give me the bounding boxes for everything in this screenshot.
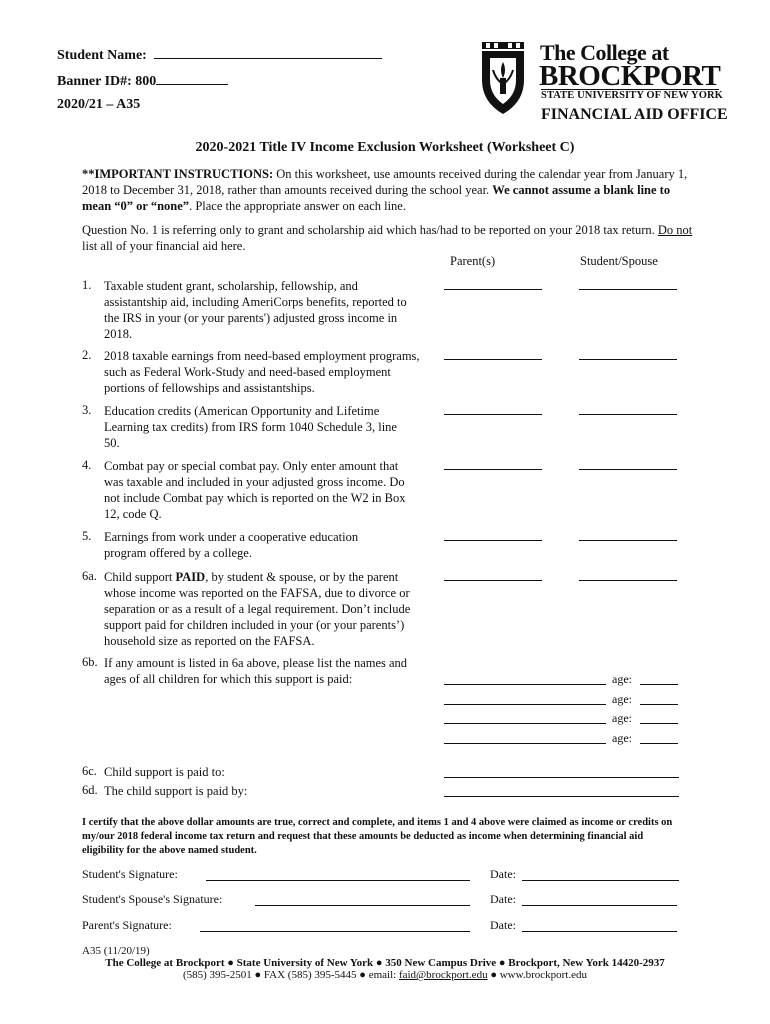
- child-age-input-3[interactable]: [640, 722, 678, 724]
- item-6a-text: [104, 569, 422, 649]
- item-5-text: Earnings from work under a cooperative education program offered by a college.: [104, 530, 359, 560]
- item-2-text: 2018 taxable earnings from need-based employment programs, such as Federal Work-Study and need-based employment portions of fellowships and assistantships.: [104, 349, 420, 395]
- item-3-number: 3.: [82, 403, 92, 417]
- item-2-parent-input[interactable]: [444, 358, 542, 360]
- item-6c-input[interactable]: [444, 776, 679, 778]
- student-date-label: Date:: [490, 867, 516, 881]
- footer-contact: [0, 969, 770, 981]
- child-age-input-4[interactable]: [640, 742, 678, 744]
- item-6c-text: Child support is paid to:: [104, 765, 225, 779]
- logo-line-3: STATE UNIVERSITY OF NEW YORK: [541, 90, 723, 101]
- age-label-2: age:: [612, 692, 632, 706]
- question-note-underlined: Do not: [657, 223, 693, 237]
- spouse-signature-input[interactable]: [255, 904, 470, 906]
- item-6a-pre: Child support: [104, 570, 176, 584]
- parent-date-label: Date:: [490, 918, 516, 932]
- item-1-text: Taxable student grant, scholarship, fellowship, and assistantship aid, including AmeriCorps benefits, reported to the IRS in your (or your parents') adjusted gross income in 2018.: [104, 279, 407, 341]
- logo-line-1: The College at: [540, 40, 669, 65]
- item-6d-text: The child support is paid by:: [104, 784, 248, 798]
- instructions-text-2: . Place the appropriate answer on each line.: [189, 199, 406, 213]
- child-age-input-1[interactable]: [640, 683, 678, 685]
- item-4-number: 4.: [82, 458, 92, 472]
- certification-text: I certify that the above dollar amounts are true, correct and complete, and items 1 and 4 above were claimed as income or credits on my/our 2018 federal income tax return and request that these amounts be deducted as income when determining financial aid eligibility for the above named student.: [82, 817, 673, 856]
- student-date-input[interactable]: [522, 879, 679, 881]
- age-label-4: age:: [612, 731, 632, 745]
- instructions-bold-mid: We cannot assume a blank line to mean “0” or “none”: [82, 183, 671, 213]
- item-3-student-input[interactable]: [579, 413, 677, 415]
- item-6b-text: If any amount is listed in 6a above, please list the names and ages of all children for which this support is paid:: [104, 656, 408, 686]
- item-2-student-input[interactable]: [579, 358, 677, 360]
- footer-address: The College at Brockport ● State University of New York ● 350 New Campus Drive ● Brockport, New York 14420-2937: [105, 957, 665, 969]
- instructions: [82, 166, 692, 214]
- brockport-seal-icon: [478, 40, 528, 120]
- age-label-1: age:: [612, 672, 632, 686]
- spouse-date-label: Date:: [490, 892, 516, 906]
- child-age-input-2[interactable]: [640, 703, 678, 705]
- student-signature-input[interactable]: [206, 879, 470, 881]
- column-header-student: Student/Spouse: [580, 254, 658, 268]
- item-6d-input[interactable]: [444, 795, 679, 797]
- age-label-3: age:: [612, 711, 632, 725]
- item-4-parent-input[interactable]: [444, 468, 542, 470]
- item-6a-parent-input[interactable]: [444, 579, 542, 581]
- item-1-student-input[interactable]: [579, 288, 677, 290]
- child-name-input-1[interactable]: [444, 683, 606, 685]
- child-name-input-2[interactable]: [444, 703, 606, 705]
- item-6a-post: , by student & spouse, or by the parent whose income was reported on the FAFSA, due to divorce or separation or as a result of a legal requirement. Don’t include support paid for children included in your (or your parents’) household size as reported on the FAFSA.: [104, 570, 411, 648]
- parent-signature-label: Parent's Signature:: [82, 918, 172, 932]
- banner-id-input[interactable]: [156, 72, 228, 85]
- item-4-student-input[interactable]: [579, 468, 677, 470]
- student-name-label: Student Name:: [57, 48, 147, 63]
- instructions-text-1: On this worksheet, use amounts received during the calendar year from January 1, 2018 to December 31, 2018, rather than amounts received during the school year.: [82, 167, 688, 197]
- form-code: A35 (11/20/19): [82, 945, 150, 957]
- question-note: [82, 222, 697, 254]
- student-name-field: [57, 46, 382, 64]
- column-header-parents: Parent(s): [450, 254, 496, 268]
- item-2-number: 2.: [82, 348, 92, 362]
- banner-id-field: [57, 72, 228, 90]
- item-5-number: 5.: [82, 529, 92, 543]
- footer-email-link[interactable]: faid@brockport.edu: [398, 969, 488, 981]
- item-5-parent-input[interactable]: [444, 539, 542, 541]
- student-name-input[interactable]: [154, 46, 382, 59]
- item-5-student-input[interactable]: [579, 539, 677, 541]
- item-3-text: Education credits (American Opportunity and Lifetime Learning tax credits) from IRS form 1040 Schedule 3, line 50.: [104, 404, 397, 450]
- logo-line-2: BROCKPORT: [539, 60, 721, 92]
- item-6c-number: 6c.: [82, 764, 97, 778]
- item-6a-number: 6a.: [82, 569, 97, 583]
- child-name-input-3[interactable]: [444, 722, 606, 724]
- logo-line-4: FINANCIAL AID OFFICE: [541, 106, 728, 123]
- footer-phone: (585) 395-2501 ● FAX (585) 395-5445 ● email:: [182, 969, 399, 981]
- item-3-parent-input[interactable]: [444, 413, 542, 415]
- spouse-signature-label: Student's Spouse's Signature:: [82, 892, 223, 906]
- instructions-bold-lead: **IMPORTANT INSTRUCTIONS:: [82, 167, 274, 181]
- item-6d-number: 6d.: [82, 783, 98, 797]
- item-1-number: 1.: [82, 278, 92, 292]
- question-note-text: Question No. 1 is referring only to grant and scholarship aid which has/had to be reported on your 2018 tax return.: [82, 223, 658, 237]
- item-1-parent-input[interactable]: [444, 288, 542, 290]
- page-title: 2020-2021 Title IV Income Exclusion Worksheet (Worksheet C): [195, 140, 575, 155]
- footer-web: ● www.brockport.edu: [487, 969, 587, 981]
- parent-date-input[interactable]: [522, 930, 677, 932]
- parent-signature-input[interactable]: [200, 930, 470, 932]
- item-6a-bold: PAID: [175, 570, 206, 584]
- banner-id-label: Banner ID#: 800: [57, 74, 157, 89]
- spouse-date-input[interactable]: [522, 904, 677, 906]
- item-6b-number: 6b.: [82, 655, 98, 669]
- item-6a-student-input[interactable]: [579, 579, 677, 581]
- item-4-text: Combat pay or special combat pay. Only enter amount that was taxable and included in your adjusted gross income. Do not include Combat pay which is reported on the W2 in Box 12, code Q.: [104, 459, 406, 521]
- question-note-end: list all of your financial aid here.: [82, 239, 246, 253]
- child-name-input-4[interactable]: [444, 742, 606, 744]
- year-code: 2020/21 – A35: [57, 97, 141, 112]
- student-signature-label: Student's Signature:: [82, 867, 178, 881]
